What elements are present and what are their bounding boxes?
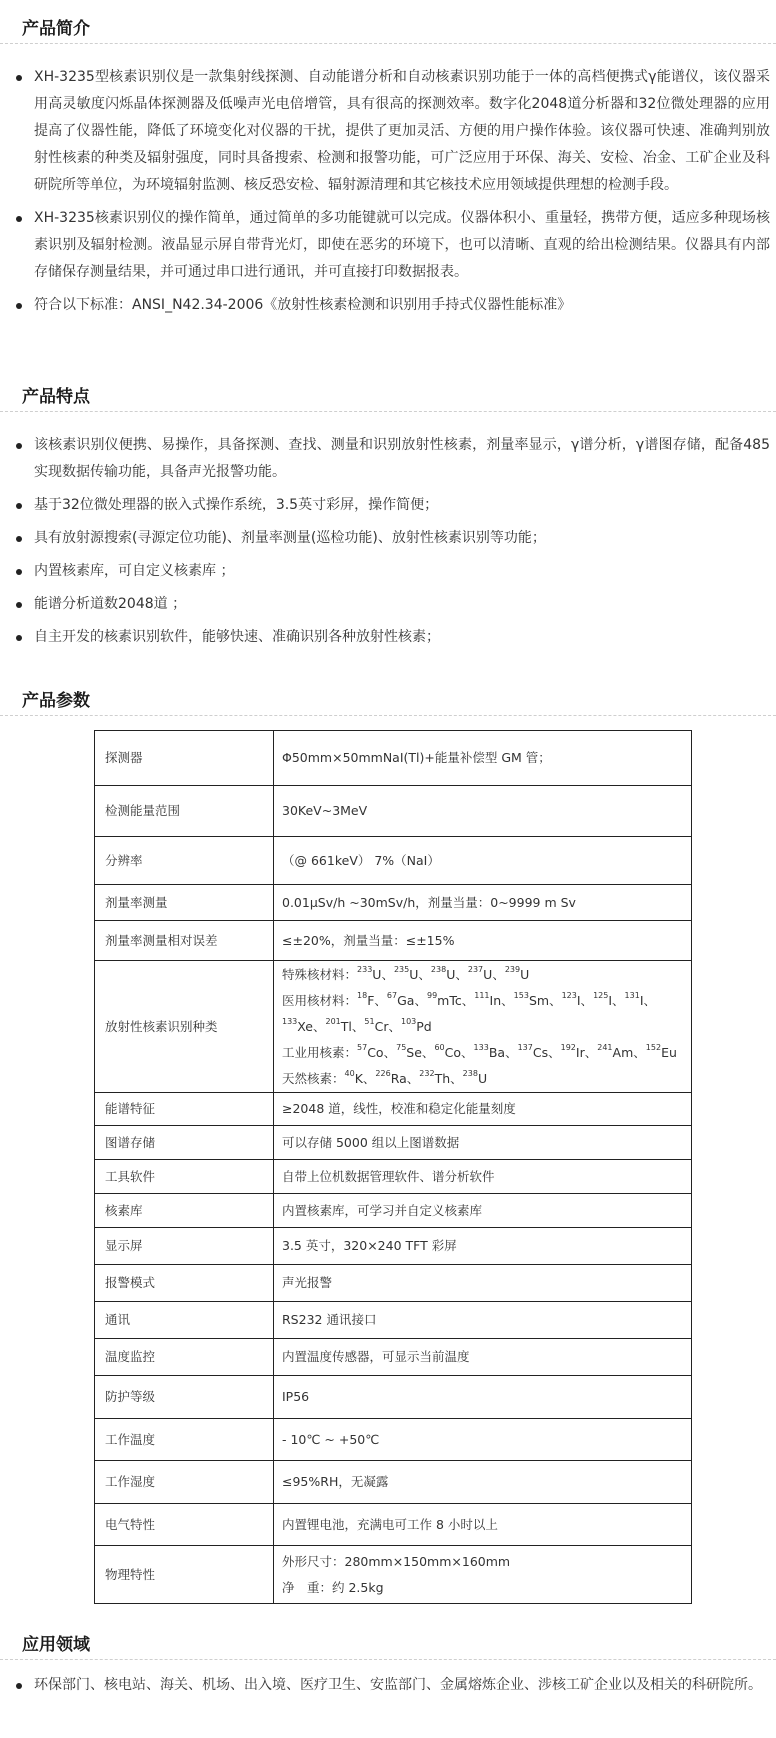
nuclide-group-special [282,962,691,988]
physical-weight: 净 重：约 2.5kg [282,1579,384,1595]
param-value: 声光报警 [274,1265,692,1302]
applications-list [0,1672,776,1705]
nuclide: $^{131}$I [624,991,644,1008]
nuclide: $^{237}$U [467,965,493,982]
nuclide: $^{232}$Th [419,1069,451,1086]
nuclide: $^{235}$U [393,965,419,982]
param-value: - 10℃ ~ +50℃ [274,1419,692,1461]
param-key: 物理特性 [95,1546,274,1604]
param-key: 报警模式 [95,1265,274,1302]
param-key: 能谱特征 [95,1093,274,1126]
applications-title: 应用领域 [22,1635,90,1655]
nuclide: $^{238}$U [462,1069,488,1086]
nuclide: $^{201}$Tl [325,1017,352,1034]
intro-list [0,64,776,325]
nuclide: $^{133}$Xe [282,1017,313,1034]
param-value: （@ 661keV） 7%（NaI） [274,837,692,885]
param-key: 工作温度 [95,1419,274,1461]
nuclide: $^{123}$I [561,991,581,1008]
param-value: Φ50mm×50mmNaI(Tl)+能量补偿型 GM 管； [274,731,692,786]
nuclide-items: $^{57}$Co、$^{75}$Se、$^{60}$Co、$^{133}$Ba、$^{137}$Cs、$^{192}$Ir、$^{241}$Am、$^{152}$Eu [357,1043,677,1060]
param-value: 30KeV~3MeV [274,786,692,837]
nuclide-group-natural [282,1066,691,1092]
table-row [95,837,692,885]
nuclide: $^{60}$Co [434,1043,462,1060]
nuclide: $^{226}$Ra [375,1069,407,1086]
feature-item: 基于32位微处理器的嵌入式操作系统，3.5英寸彩屏，操作简便； [0,492,776,519]
table-row [95,1376,692,1419]
intro-paragraph: XH-3235型核素识别仪是一款集射线探测、自动能谱分析和自动核素识别功能于一体的高档便携式γ能谱仪，该仪器采用高灵敏度闪烁晶体探测器及低噪声光电倍增管，具有很高的探测效率。数字化2048道分析器和32位微处理器的应用提高了仪器性能，降低了环境变化对仪器的干扰，提供了更加灵活、方便的用户操作体验。该仪器可快速、准确判别放射性核素的种类及辐射强度，同时具备搜索、检测和报警功能，可广泛应用于环保、海关、安检、冶金、工矿企业及科研院所等单位，为环境辐射监测、核反恐安检、辐射源清理和其它核技术应用领域提供理想的检测手段。 [0,64,776,199]
features-title: 产品特点 [22,387,90,407]
feature-item: 自主开发的核素识别软件，能够快速、准确识别各种放射性核素； [0,624,776,651]
nuclide: $^{153}$Sm [513,991,550,1008]
application-item: 环保部门、核电站、海关、机场、出入境、医疗卫生、安监部门、金属熔炼企业、涉核工矿企业以及相关的科研院所。 [0,1672,776,1699]
nuclide-list [274,961,692,1093]
param-value: ≥2048 道，线性，校准和稳定化能量刻度 [274,1093,692,1126]
nuclide: $^{103}$Pd [400,1017,432,1034]
param-value: 3.5 英寸，320×240 TFT 彩屏 [274,1228,692,1265]
nuclide-group-label: 天然核素： [282,1070,345,1086]
table-row [95,1461,692,1504]
intro-paragraph: 符合以下标准：ANSI_N42.34-2006《放射性核素检测和识别用手持式仪器性能标准》 [0,292,776,319]
nuclide: $^{67}$Ga [386,991,415,1008]
nuclide-group-medical [282,988,691,1040]
nuclide: $^{133}$Ba [473,1043,506,1060]
nuclide: $^{57}$Co [357,1043,384,1060]
nuclide: $^{239}$U [504,965,530,982]
nuclide: $^{233}$U [357,965,382,982]
param-key: 电气特性 [95,1504,274,1546]
table-row [95,1194,692,1228]
nuclide-group-label: 特殊核材料： [282,966,358,982]
param-key: 工作湿度 [95,1461,274,1504]
nuclide-group-label: 医用核材料： [282,992,358,1008]
feature-item: 内置核素库，可自定义核素库 ； [0,558,776,585]
table-row [95,1126,692,1160]
param-key: 通讯 [95,1302,274,1339]
nuclide: $^{99}$mTc [426,991,462,1008]
table-row [95,731,692,786]
nuclide-items: $^{233}$U、$^{235}$U、$^{238}$U、$^{237}$U、$^{239}$U [357,965,530,982]
feature-item: 具有放射源搜索(寻源定位功能)、剂量率测量(巡检功能)、放射性核素识别等功能； [0,525,776,552]
param-key: 剂量率测量相对误差 [95,921,274,961]
table-row [95,786,692,837]
nuclide: $^{40}$K [344,1069,363,1086]
param-key: 图谱存储 [95,1126,274,1160]
table-row [95,1504,692,1546]
nuclide-items: $^{40}$K、$^{226}$Ra、$^{232}$Th、$^{238}$U [344,1069,488,1086]
param-key: 剂量率测量 [95,885,274,921]
features-section-title [0,368,776,412]
nuclide: $^{18}$F [357,991,375,1008]
nuclide: $^{125}$I [593,991,613,1008]
applications-section-title [0,1616,776,1660]
features-list [0,432,776,657]
intro-title: 产品简介 [22,19,90,39]
param-value: 内置温度传感器，可显示当前温度 [274,1339,692,1376]
table-row [95,1265,692,1302]
nuclide: $^{241}$Am [597,1043,634,1060]
table-row [95,1160,692,1194]
table-row [95,1546,692,1604]
table-row [95,961,692,1093]
nuclide: $^{111}$In [474,991,502,1008]
param-key: 防护等级 [95,1376,274,1419]
param-value: 可以存储 5000 组以上图谱数据 [274,1126,692,1160]
table-row [95,1228,692,1265]
param-value: 内置锂电池，充满电可工作 8 小时以上 [274,1504,692,1546]
param-key: 检测能量范围 [95,786,274,837]
param-key: 温度监控 [95,1339,274,1376]
table-row [95,885,692,921]
nuclide-group-label: 工业用核素： [282,1044,358,1060]
table-row [95,921,692,961]
param-key: 探测器 [95,731,274,786]
param-key: 放射性核素识别种类 [95,961,274,1093]
nuclide: $^{137}$Cs [517,1043,549,1060]
table-row [95,1339,692,1376]
intro-paragraph: XH-3235核素识别仪的操作简单，通过简单的多功能键就可以完成。仪器体积小、重量轻，携带方便，适应多种现场核素识别及辐射检测。液晶显示屏自带背光灯，即使在恶劣的环境下，也可以清晰、直观的给出检测结果。仪器具有内部存储保存测量结果，并可通过串口进行通讯，并可直接打印数据报表。 [0,205,776,286]
nuclide: $^{152}$Eu [645,1043,677,1060]
param-value: 内置核素库，可学习并自定义核素库 [274,1194,692,1228]
table-row [95,1302,692,1339]
table-row [95,1419,692,1461]
physical-specs [274,1546,692,1604]
intro-section-title [0,0,776,44]
param-key: 核素库 [95,1194,274,1228]
nuclide: $^{75}$Se [396,1043,422,1060]
params-section-title [0,672,776,716]
param-value: ≤±20%，剂量当量：≤±15% [274,921,692,961]
table-row [95,1093,692,1126]
feature-item: 能谱分析道数2048道 ； [0,591,776,618]
param-value: IP56 [274,1376,692,1419]
params-table [94,730,692,1604]
feature-item: 该核素识别仪便携、易操作，具备探测、查找、测量和识别放射性核素，剂量率显示，γ谱分析，γ谱图存储，配备485实现数据传输功能，具备声光报警功能。 [0,432,776,486]
nuclide-items: $^{18}$F、$^{67}$Ga、$^{99}$mTc、$^{111}$In、$^{153}$Sm、$^{123}$I、$^{125}$I、$^{131}$I、$^{133}$Xe、$^{201}$Tl、$^{51}$Cr、$^{103}$Pd [282,991,657,1034]
param-key: 显示屏 [95,1228,274,1265]
param-key: 分辨率 [95,837,274,885]
nuclide: $^{51}$Cr [364,1017,389,1034]
params-title: 产品参数 [22,691,90,711]
nuclide: $^{238}$U [430,965,456,982]
param-key: 工具软件 [95,1160,274,1194]
param-value: 0.01μSv/h ~30mSv/h，剂量当量：0~9999 m Sv [274,885,692,921]
param-value: RS232 通讯接口 [274,1302,692,1339]
param-value: 自带上位机数据管理软件、谱分析软件 [274,1160,692,1194]
param-value: ≤95%RH，无凝露 [274,1461,692,1504]
physical-size: 外形尺寸：280mm×150mm×160mm [282,1553,511,1569]
nuclide-group-industrial [282,1040,691,1066]
nuclide: $^{192}$Ir [560,1043,585,1060]
